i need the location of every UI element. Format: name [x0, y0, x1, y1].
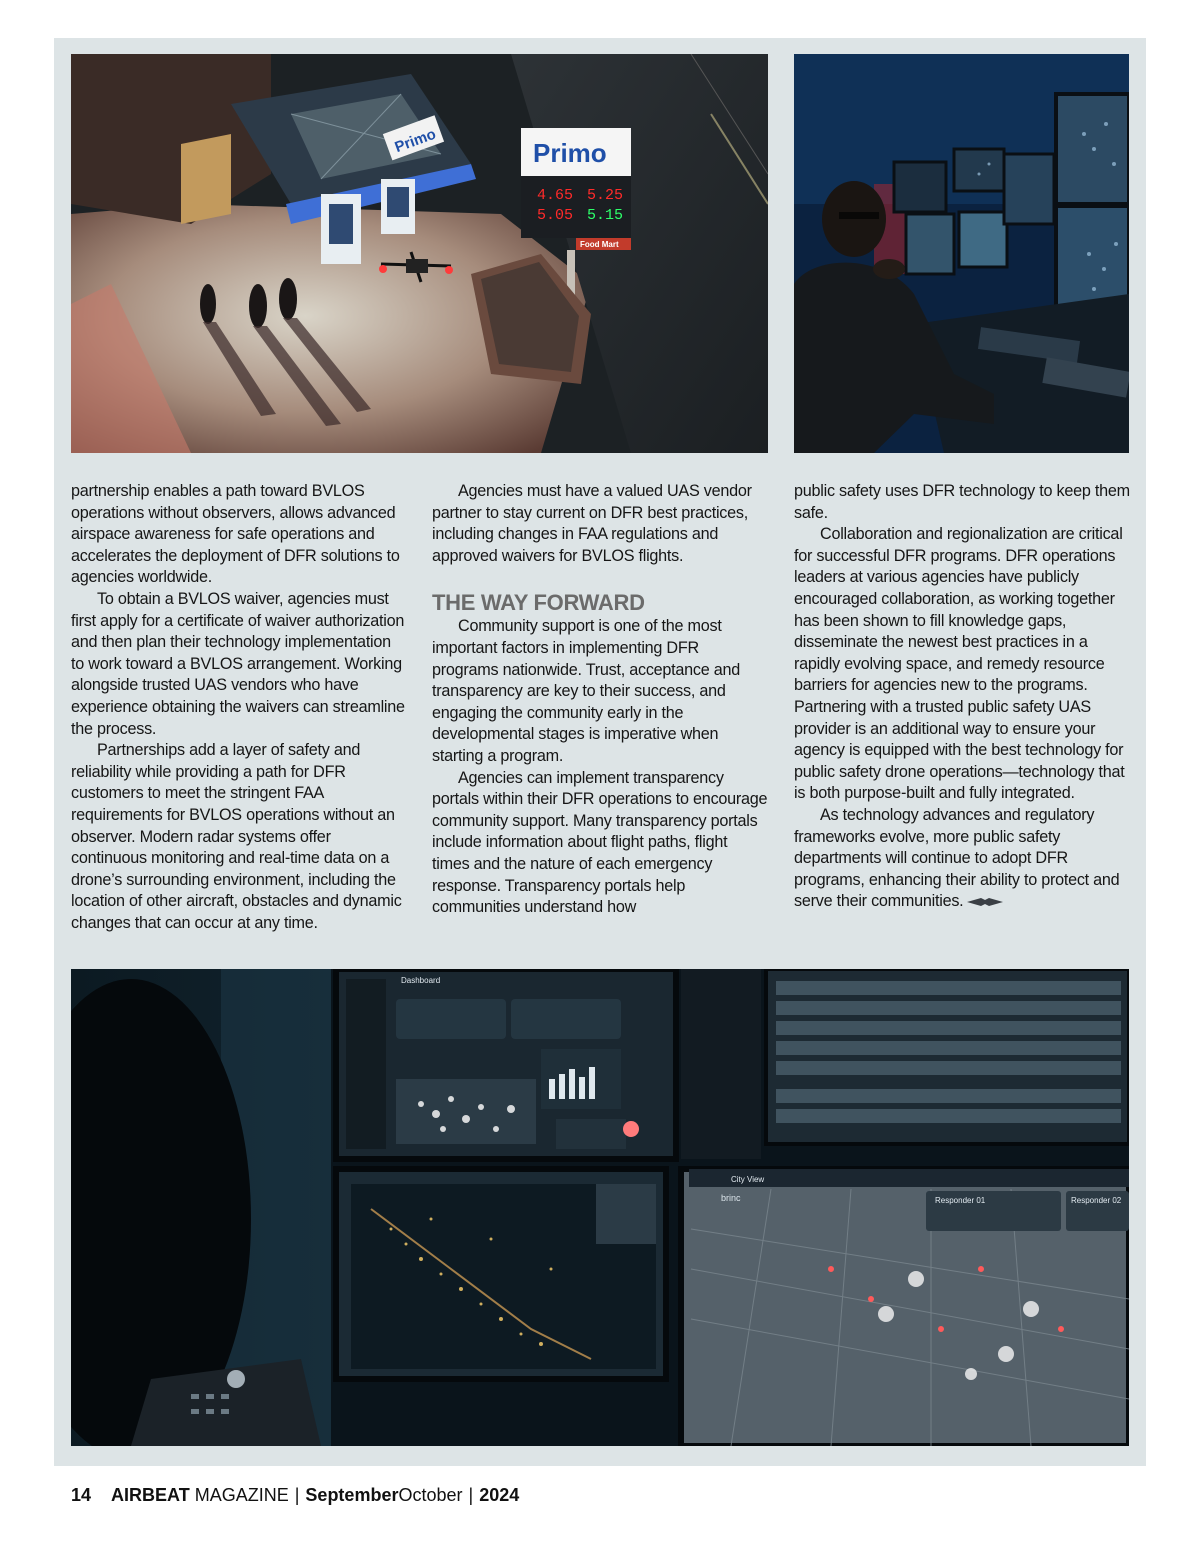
svg-text:Dashboard: Dashboard — [401, 976, 441, 985]
svg-text:4.65: 4.65 — [537, 187, 574, 204]
paragraph: Partnerships add a layer of safety and reliability while providing a path for DFR customers to meet the stringent FAA requirements for BVLOS operations without an observer. Modern radar systems offer continuous monitoring and real-time data on a drone’s surrounding environment, including the location of other aircraft, obstacles and dynamic changes that can occur at any time. — [71, 741, 402, 932]
issue-year: 2024 — [479, 1485, 520, 1505]
svg-text:Responder 02: Responder 02 — [1071, 1196, 1122, 1205]
paragraph: Collaboration and regionalization are critical for successful DFR programs. DFR operations leaders at various agencies have publicly encouraged collaboration, as working together has been shown to fill knowledge gaps, disseminate the newest best practices in a rapidly evolving space, and remedy resource barriers for agencies new to the programs. Partnering with a trusted public safety UAS provider is an additional way to ensure your agency is equipped with the best technology for public safety drone operations—technology that is both purpose-built and fully integrated. — [794, 525, 1125, 803]
svg-text:City View: City View — [731, 1175, 765, 1184]
article-column-3 — [794, 481, 1130, 913]
svg-text:Primo: Primo — [533, 138, 607, 168]
magazine-name: AIRBEAT — [111, 1485, 190, 1505]
svg-text:5.15: 5.15 — [587, 207, 624, 224]
magazine-suffix: MAGAZINE — [194, 1485, 289, 1505]
svg-text:5.05: 5.05 — [537, 207, 574, 224]
footer-separator: | — [294, 1485, 300, 1505]
command-center-screens-photo — [71, 969, 1129, 1446]
paragraph: Agencies must have a valued UAS vendor partner to stay current on DFR best practices, including changes in FAA regulations and approved waivers for BVLOS flights. — [432, 482, 752, 565]
article-column-1 — [71, 481, 407, 934]
end-of-article-icon — [967, 897, 1003, 907]
svg-text:brinc: brinc — [721, 1193, 741, 1203]
page-footer — [71, 1484, 519, 1506]
page-number: 14 — [71, 1485, 92, 1505]
paragraph: Agencies can implement transparency portals within their DFR operations to encourage community support. Many transparency portals include information about flight paths, flight times and the nature of each emergency response. Transparency portals help communities understand how — [432, 768, 768, 917]
paragraph — [794, 805, 1130, 913]
issue-month: September — [305, 1485, 399, 1505]
operator-monitors-photo — [794, 54, 1129, 453]
paragraph: partnership enables a path toward BVLOS operations without observers, allows advanced airspace awareness for safe operations and accelerates the deployment of DFR solutions to agencies worldwide. — [71, 482, 400, 587]
section-heading: THE WAY FORWARD — [432, 590, 645, 616]
closing-sentence: As technology advances and regulatory frameworks evolve, more public safety departments will continue to adopt DFR programs, enhancing their ability to protect and serve their communities. — [794, 805, 1120, 911]
gas-station-drone-photo — [71, 54, 768, 453]
svg-text:Food Mart: Food Mart — [580, 240, 619, 249]
svg-text:Primo: Primo — [392, 125, 439, 157]
paragraph: To obtain a BVLOS waiver, agencies must first apply for a certificate of waiver authorization and then plan their technology implementation to work toward a BVLOS arrangement. Working alongside trusted UAS vendors who have experience obtaining the waivers can streamline the process. — [71, 589, 405, 738]
paragraph: Community support is one of the most important factors in implementing DFR programs nationwide. Trust, acceptance and transparency are key to their success, and engaging the community early in the developmental stages is imperative when starting a program. — [432, 617, 741, 765]
paragraph: public safety uses DFR technology to keep them safe. — [794, 482, 1130, 522]
svg-text:Responder 01: Responder 01 — [935, 1196, 986, 1205]
article-column-2 — [432, 481, 768, 919]
footer-separator: | — [468, 1485, 474, 1505]
issue-month-second: October — [398, 1485, 463, 1505]
svg-text:5.25: 5.25 — [587, 187, 624, 204]
